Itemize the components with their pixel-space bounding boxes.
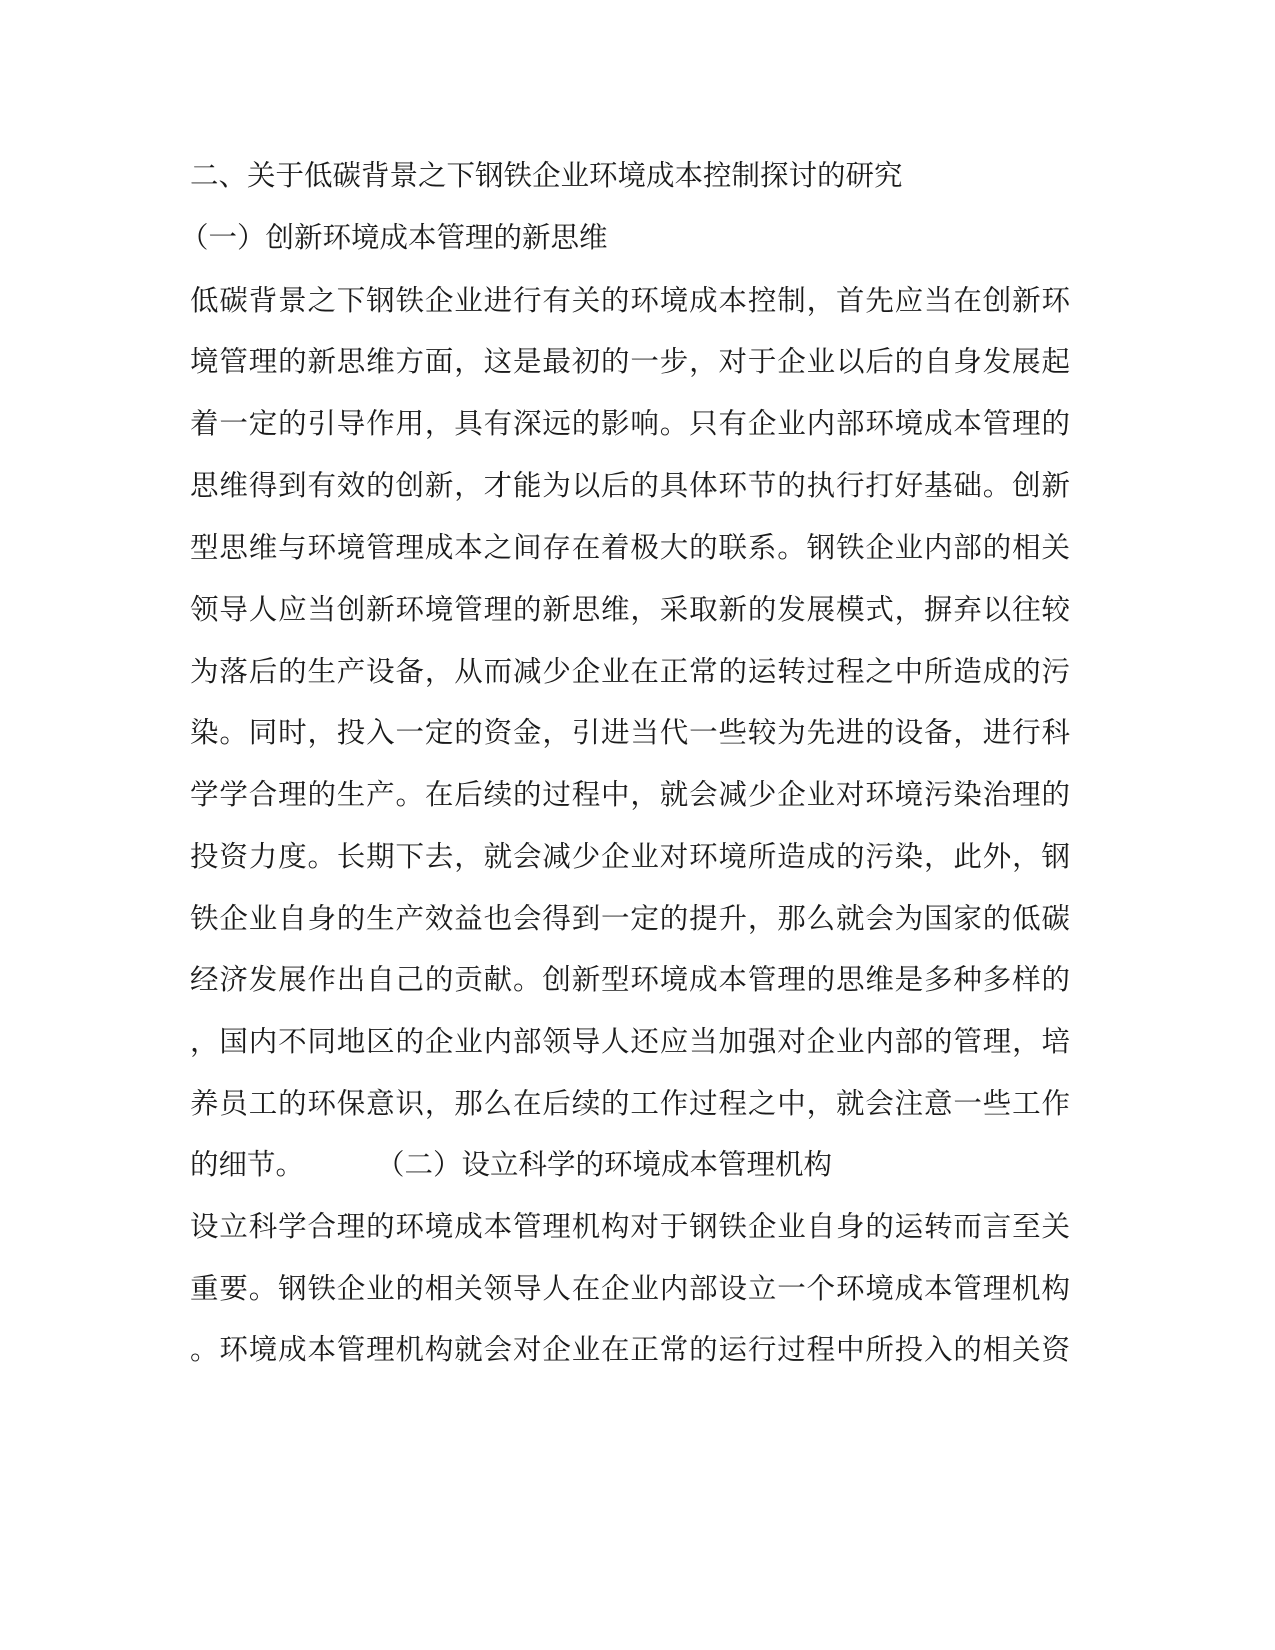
paragraph-end: 的细节。	[190, 1148, 305, 1181]
paragraph-line: 着一定的引导作用，具有深远的影响。只有企业内部环境成本管理的	[190, 407, 1070, 440]
subsection-heading-1: （一）创新环境成本管理的新思维	[180, 221, 608, 254]
paragraph-line: 领导人应当创新环境管理的新思维，采取新的发展模式，摒弃以往较	[190, 593, 1070, 626]
paragraph-line: 投资力度。长期下去，就会减少企业对环境所造成的污染，此外，钢	[190, 840, 1070, 873]
subsection-heading-2: （二）设立科学的环境成本管理机构	[376, 1148, 833, 1181]
paragraph-line: 低碳背景之下钢铁企业进行有关的环境成本控制，首先应当在创新环	[190, 284, 1070, 317]
paragraph-line: 铁企业自身的生产效益也会得到一定的提升，那么就会为国家的低碳	[190, 902, 1070, 935]
paragraph-line: 染。同时，投入一定的资金，引进当代一些较为先进的设备，进行科	[190, 716, 1070, 749]
paragraph-line	[190, 1143, 1070, 1187]
paragraph-line: 学学合理的生产。在后续的过程中，就会减少企业对环境污染治理的	[190, 778, 1070, 811]
paragraph-line: 经济发展作出自己的贡献。创新型环境成本管理的思维是多种多样的	[190, 963, 1070, 996]
paragraph-line: ，国内不同地区的企业内部领导人还应当加强对企业内部的管理，培	[190, 1025, 1070, 1058]
paragraph-line: 型思维与环境管理成本之间存在着极大的联系。钢铁企业内部的相关	[190, 531, 1070, 564]
section-heading: 二、关于低碳背景之下钢铁企业环境成本控制探讨的研究	[190, 159, 903, 192]
paragraph-line: 养员工的环保意识，那么在后续的工作过程之中，就会注意一些工作	[190, 1087, 1070, 1120]
paragraph-line: 思维得到有效的创新，才能为以后的具体环节的执行打好基础。创新	[190, 469, 1070, 502]
paragraph-line: 设立科学合理的环境成本管理机构对于钢铁企业自身的运转而言至关	[190, 1210, 1070, 1243]
paragraph-line: 。环境成本管理机构就会对企业在正常的运行过程中所投入的相关资	[190, 1333, 1070, 1366]
paragraph-line: 为落后的生产设备，从而减少企业在正常的运转过程之中所造成的污	[190, 655, 1070, 688]
paragraph-line: 重要。钢铁企业的相关领导人在企业内部设立一个环境成本管理机构	[190, 1272, 1070, 1305]
paragraph-line: 境管理的新思维方面，这是最初的一步，对于企业以后的自身发展起	[190, 345, 1070, 378]
